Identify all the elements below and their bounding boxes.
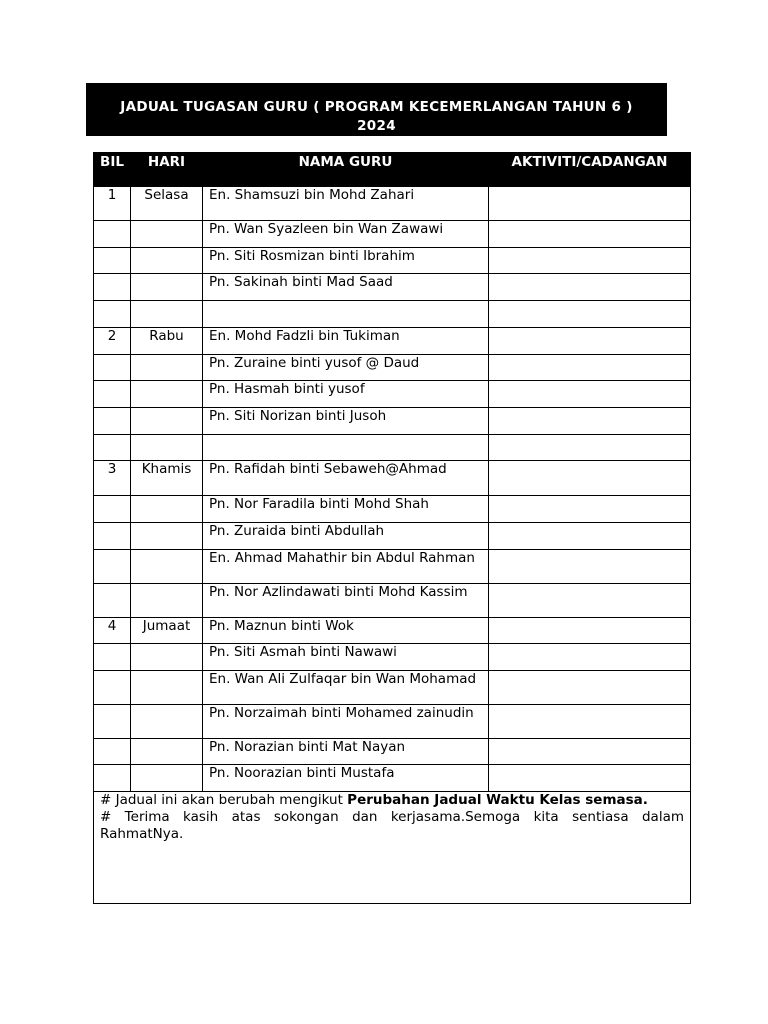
table-row	[94, 739, 691, 765]
cell-bil	[94, 274, 131, 301]
cell-bil	[94, 671, 131, 705]
table-row	[94, 328, 691, 355]
schedule-table	[93, 152, 691, 904]
cell-aktiviti[interactable]	[489, 301, 691, 328]
cell-hari	[131, 221, 203, 248]
cell-hari	[131, 248, 203, 274]
table-row	[94, 408, 691, 435]
cell-bil	[94, 221, 131, 248]
cell-bil: 4	[94, 618, 131, 644]
notes-cell	[94, 792, 691, 904]
cell-hari: Jumaat	[131, 618, 203, 644]
cell-bil	[94, 496, 131, 523]
cell-nama-guru: En. Shamsuzi bin Mohd Zahari	[203, 187, 489, 221]
cell-hari	[131, 435, 203, 461]
cell-nama-guru: Pn. Hasmah binti yusof	[203, 381, 489, 408]
cell-hari	[131, 584, 203, 618]
cell-hari	[131, 705, 203, 739]
table-row-spacer	[94, 435, 691, 461]
cell-aktiviti[interactable]	[489, 435, 691, 461]
cell-aktiviti[interactable]	[489, 381, 691, 408]
cell-nama-guru: En. Mohd Fadzli bin Tukiman	[203, 328, 489, 355]
table-row	[94, 461, 691, 496]
cell-aktiviti[interactable]	[489, 355, 691, 381]
cell-bil	[94, 301, 131, 328]
cell-nama-guru: Pn. Norazian binti Mat Nayan	[203, 739, 489, 765]
cell-nama-guru: En. Ahmad Mahathir bin Abdul Rahman	[203, 550, 489, 584]
cell-nama-guru: Pn. Nor Faradila binti Mohd Shah	[203, 496, 489, 523]
cell-aktiviti[interactable]	[489, 705, 691, 739]
table-row	[94, 187, 691, 221]
cell-hari	[131, 274, 203, 301]
cell-nama-guru	[203, 301, 489, 328]
cell-nama-guru: Pn. Sakinah binti Mad Saad	[203, 274, 489, 301]
cell-bil	[94, 644, 131, 671]
cell-bil	[94, 435, 131, 461]
cell-aktiviti[interactable]	[489, 274, 691, 301]
table-row	[94, 381, 691, 408]
page-title	[86, 83, 667, 136]
cell-nama-guru	[203, 435, 489, 461]
cell-hari	[131, 408, 203, 435]
table-row	[94, 355, 691, 381]
cell-bil	[94, 584, 131, 618]
cell-hari	[131, 355, 203, 381]
cell-hari	[131, 550, 203, 584]
cell-aktiviti[interactable]	[489, 523, 691, 550]
cell-aktiviti[interactable]	[489, 644, 691, 671]
notes-row	[94, 792, 691, 904]
cell-aktiviti[interactable]	[489, 328, 691, 355]
cell-bil	[94, 765, 131, 792]
header-aktiviti: AKTIVITI/CADANGAN	[489, 153, 691, 187]
cell-hari	[131, 644, 203, 671]
cell-bil	[94, 739, 131, 765]
table-row	[94, 584, 691, 618]
table-row	[94, 671, 691, 705]
cell-nama-guru: Pn. Siti Rosmizan binti Ibrahim	[203, 248, 489, 274]
table-row	[94, 644, 691, 671]
table-row	[94, 618, 691, 644]
header-bil: BIL	[94, 153, 131, 187]
table-header-row	[94, 153, 691, 187]
note-line-1	[100, 792, 684, 809]
cell-nama-guru: Pn. Nor Azlindawati binti Mohd Kassim	[203, 584, 489, 618]
table-row	[94, 248, 691, 274]
cell-bil: 3	[94, 461, 131, 496]
cell-bil: 2	[94, 328, 131, 355]
cell-hari	[131, 301, 203, 328]
cell-nama-guru: Pn. Rafidah binti Sebaweh@Ahmad	[203, 461, 489, 496]
cell-hari	[131, 765, 203, 792]
cell-bil	[94, 705, 131, 739]
table-row-spacer	[94, 301, 691, 328]
header-hari: HARI	[131, 153, 203, 187]
cell-nama-guru: Pn. Siti Norizan binti Jusoh	[203, 408, 489, 435]
table-row	[94, 765, 691, 792]
table-row	[94, 274, 691, 301]
cell-hari: Khamis	[131, 461, 203, 496]
cell-nama-guru: Pn. Zuraida binti Abdullah	[203, 523, 489, 550]
cell-nama-guru: Pn. Zuraine binti yusof @ Daud	[203, 355, 489, 381]
cell-nama-guru: Pn. Noorazian binti Mustafa	[203, 765, 489, 792]
table-row	[94, 221, 691, 248]
cell-hari	[131, 523, 203, 550]
cell-hari: Selasa	[131, 187, 203, 221]
title-text: JADUAL TUGASAN GURU ( PROGRAM KECEMERLANGAN TAHUN 6 ) 2024	[120, 98, 633, 134]
note-line-2: # Terima kasih atas sokongan dan kerjasama.Semoga kita sentiasa dalam RahmatNya.	[100, 809, 684, 842]
cell-aktiviti[interactable]	[489, 739, 691, 765]
cell-aktiviti[interactable]	[489, 550, 691, 584]
table-row	[94, 496, 691, 523]
note-line-1-bold: Perubahan Jadual Waktu Kelas semasa.	[347, 792, 648, 808]
cell-aktiviti[interactable]	[489, 187, 691, 221]
note-line-1-text: # Jadual ini akan berubah mengikut	[100, 792, 348, 808]
cell-nama-guru: Pn. Siti Asmah binti Nawawi	[203, 644, 489, 671]
cell-aktiviti[interactable]	[489, 408, 691, 435]
cell-hari	[131, 496, 203, 523]
cell-aktiviti[interactable]	[489, 765, 691, 792]
cell-aktiviti[interactable]	[489, 248, 691, 274]
cell-hari	[131, 739, 203, 765]
cell-bil	[94, 381, 131, 408]
cell-hari	[131, 381, 203, 408]
cell-bil	[94, 550, 131, 584]
header-nama-guru: NAMA GURU	[203, 153, 489, 187]
cell-hari: Rabu	[131, 328, 203, 355]
cell-aktiviti[interactable]	[489, 461, 691, 496]
cell-aktiviti[interactable]	[489, 584, 691, 618]
cell-aktiviti[interactable]	[489, 618, 691, 644]
cell-hari	[131, 671, 203, 705]
cell-nama-guru: Pn. Norzaimah binti Mohamed zainudin	[203, 705, 489, 739]
cell-bil	[94, 248, 131, 274]
cell-bil: 1	[94, 187, 131, 221]
cell-aktiviti[interactable]	[489, 671, 691, 705]
cell-bil	[94, 523, 131, 550]
table-row	[94, 705, 691, 739]
cell-bil	[94, 408, 131, 435]
table-row	[94, 550, 691, 584]
cell-aktiviti[interactable]	[489, 496, 691, 523]
cell-nama-guru: Pn. Wan Syazleen bin Wan Zawawi	[203, 221, 489, 248]
cell-nama-guru: En. Wan Ali Zulfaqar bin Wan Mohamad	[203, 671, 489, 705]
table-row	[94, 523, 691, 550]
cell-aktiviti[interactable]	[489, 221, 691, 248]
cell-nama-guru: Pn. Maznun binti Wok	[203, 618, 489, 644]
cell-bil	[94, 355, 131, 381]
